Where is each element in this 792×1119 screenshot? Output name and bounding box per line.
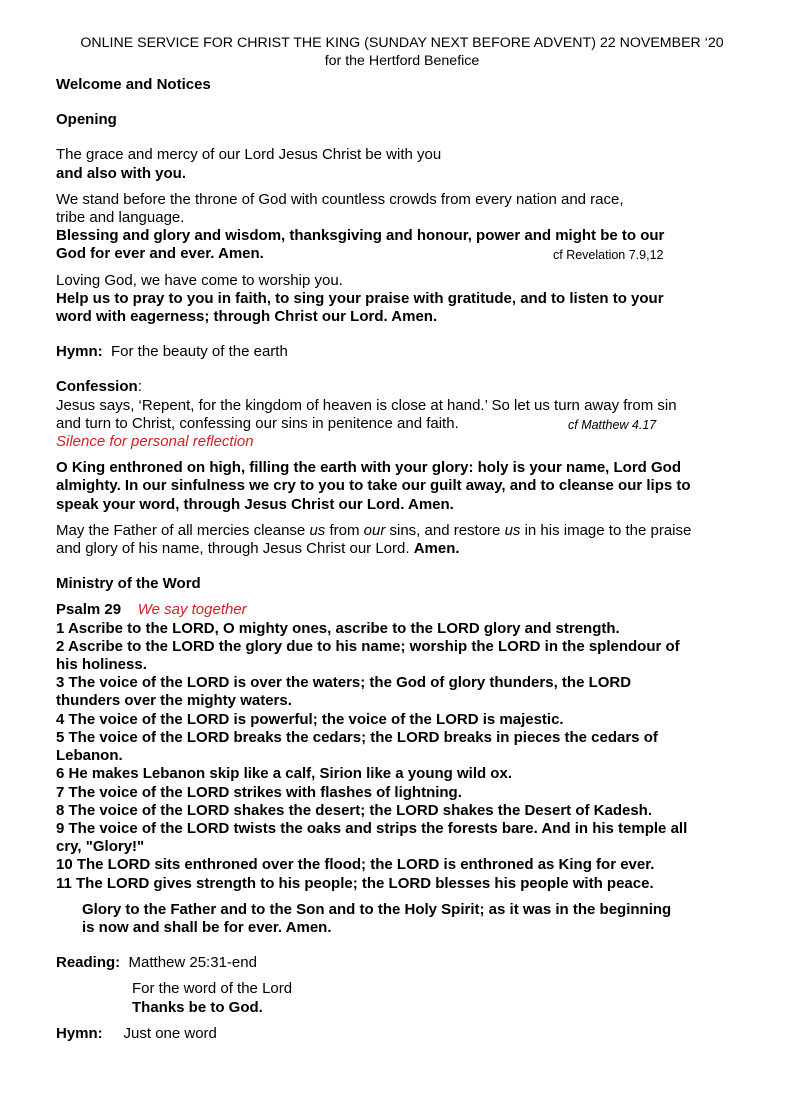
psalm-verse: 3 The voice of the LORD is over the waters; the God of glory thunders, the LORD [56,674,632,692]
psalm-verse: 10 The LORD sits enthroned over the flood; the LORD is enthroned as King for ever. [56,856,655,874]
psalm-verse: Lebanon. [56,747,123,765]
hymn-1-label: Hymn: [56,343,103,361]
document-header [52,34,752,70]
header-title: ONLINE SERVICE FOR CHRIST THE KING (SUNDAY NEXT BEFORE ADVENT) 22 NOVEMBER ‘20 [80,35,724,51]
confession-prayer-line-1: O King enthroned on high, filling the earth with your glory: holy is your name, Lord God [56,459,682,477]
psalm-verse: 11 The LORD gives strength to his people; the LORD blesses his people with peace. [56,874,654,892]
psalm-verse: 9 The voice of the LORD twists the oaks and strips the forests bare. And in his temple all [56,819,688,837]
reading [56,954,746,972]
welcome-heading: Welcome and Notices [56,76,211,93]
confession-intro-line-2: and turn to Christ, confessing our sins in penitence and faith. cf Matthew 4.17 [56,415,746,433]
psalm-verses [56,620,746,893]
psalm-verse: his holiness. [56,656,147,674]
loving-response-line-1: Help us to pray to you in faith, to sing your praise with gratitude, and to listen to your [56,289,664,307]
stand-leader-line-2: tribe and language. [56,209,185,227]
confession-heading: Confession: [56,378,142,396]
confession-intro-line-1: Jesus says, ‘Repent, for the kingdom of heaven is close at hand.’ So let us turn away from sin [56,396,677,414]
stand-response-line-1: Blessing and glory and wisdom, thanksgiving and honour, power and might be to our [56,227,665,245]
reading-label: Reading: [56,954,121,972]
reading-response [56,980,746,1016]
psalm-verse: 4 The voice of the LORD is powerful; the voice of the LORD is majestic. [56,710,564,728]
matthew-reference: cf Matthew 4.17 [568,417,657,432]
psalm-verse: 1 Ascribe to the LORD, O mighty ones, ascribe to the LORD glory and strength. [56,619,620,637]
grace-response: and also with you. [56,164,187,182]
gloria-line-1: Glory to the Father and to the Son and to the Holy Spirit; as it was in the beginning [82,900,672,918]
loving-leader: Loving God, we have come to worship you. [56,271,343,289]
stand-response-line-2: God for ever and ever. Amen. cf Revelation 7.9,12 [56,245,746,263]
psalm-verse: 7 The voice of the LORD strikes with flashes of lightning. [56,783,462,801]
ministry-heading: Ministry of the Word [56,575,201,593]
psalm-verse: 8 The voice of the LORD shakes the desert; the LORD shakes the Desert of Kadesh. [56,801,652,819]
psalm-verse: 6 He makes Lebanon skip like a calf, Sirion like a young wild ox. [56,765,512,783]
hymn-1 [56,343,746,361]
stand-leader-line-1: We stand before the throne of God with countless crowds from every nation and race, [56,190,624,208]
opening-heading: Opening [56,111,117,129]
absolution-line-2: and glory of his name, through Jesus Christ our Lord. Amen. [56,540,460,558]
psalm-verse: 5 The voice of the LORD breaks the cedars; the LORD breaks in pieces the cedars of [56,728,658,746]
grace-leader: The grace and mercy of our Lord Jesus Christ be with you [56,146,442,164]
psalm-verse: thunders over the mighty waters. [56,692,292,710]
gloria [56,901,746,937]
loving-response-line-2: word with eagerness; through Christ our Lord. Amen. [56,308,438,326]
psalm-note: We say together [137,601,247,619]
reading-reference: Matthew 25:31-end [128,954,257,972]
header-subtitle: for the Hertford Benefice [324,53,480,69]
psalm-verse: cry, "Glory!" [56,838,145,856]
confession-prayer-line-3: speak your word, through Jesus Christ our Lord. Amen. [56,495,454,513]
absolution-line-1: May the Father of all mercies cleanse us from our sins, and restore us in his image to the praise [56,521,692,539]
hymn-2 [56,1025,746,1043]
hymn-2-title: Just one word [123,1024,217,1042]
silence-instruction: Silence for personal reflection [56,433,254,451]
service-sheet [56,34,746,1043]
psalm-verse: 2 Ascribe to the LORD the glory due to his name; worship the LORD in the splendour of [56,637,680,655]
hymn-2-label: Hymn: [56,1024,103,1042]
reading-leader: For the word of the Lord [132,980,293,998]
hymn-1-title: For the beauty of the earth [111,343,288,361]
reading-people: Thanks be to God. [132,998,263,1016]
revelation-reference: cf Revelation 7.9,12 [553,248,664,263]
psalm-title: Psalm 29 We say together [56,601,247,619]
confession-prayer-line-2: almighty. In our sinfulness we cry to you to take our guilt away, and to cleanse our lips to [56,477,691,495]
gloria-line-2: is now and shall be for ever. Amen. [82,918,332,936]
